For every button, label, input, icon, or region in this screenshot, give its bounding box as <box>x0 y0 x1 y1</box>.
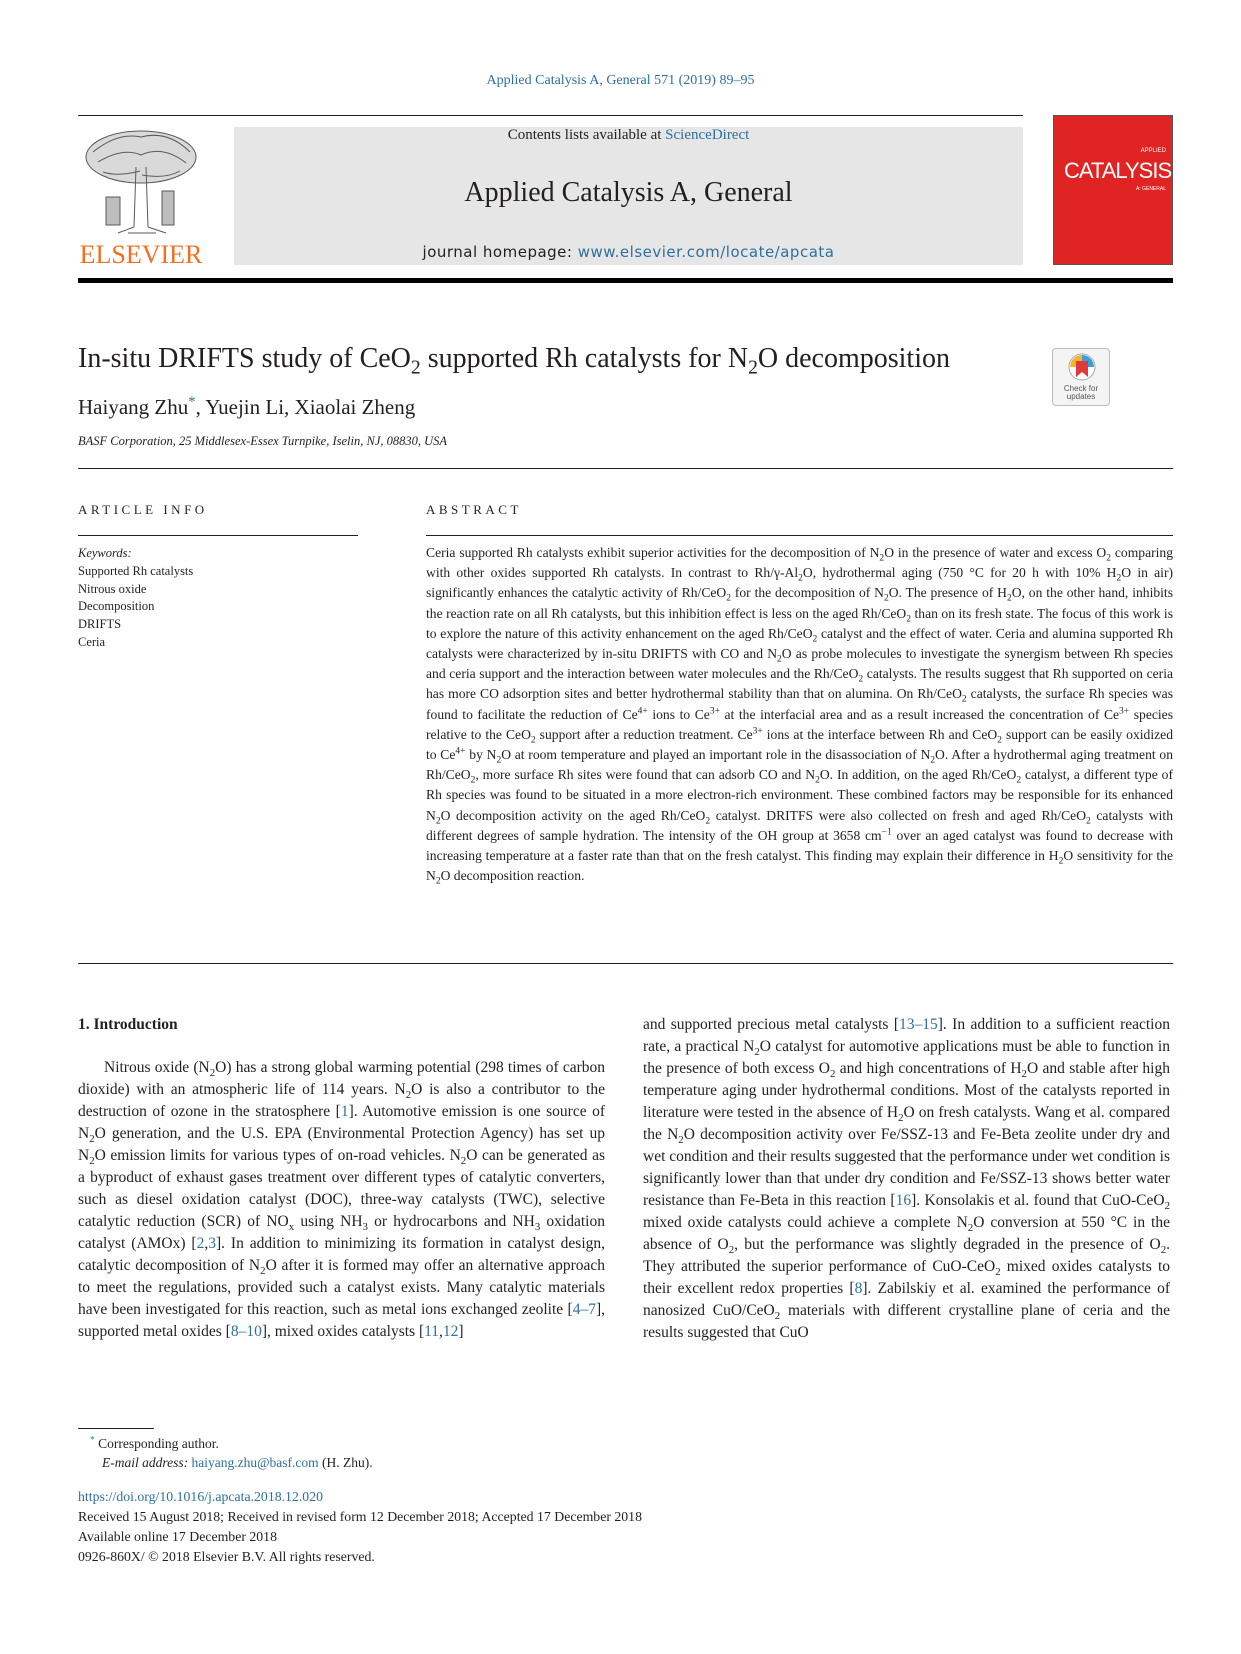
ref-link[interactable]: 2 <box>196 1235 205 1252</box>
title-part: In-situ DRIFTS study of CeO <box>78 343 411 374</box>
abstract-body: Ceria supported Rh catalysts exhibit superior activities for the decomposition of $N_2O$ in the presence of water and excess $O_2$ comparing with other oxides supported Rh catalysts. In contrast to $Rh/\gamma-Al_2O$, hydrothermal aging (750 °C for 20 h with 10% $H_2O$ in air) significantly enhances the catalytic activity of Rh/CeO$_2$ for the decomposition of $N_2O$. The presence of $H_2O$, on the other hand, inhibits the reaction rate on all Rh catalysts, but this inhibition effect is less on the aged Rh/CeO$_2$ than on its fresh state. The focus of this work is to explore the nature of this activity enhancement on the aged Rh/CeO$_2$ catalyst and the effect of water. Ceria and alumina supported Rh catalysts were characterized by in-situ DRIFTS with CO and $N_2O$ as probe molecules to investigate the synergism between Rh species and ceria support and the interaction between water molecules and the Rh/CeO$_2$ catalysts. The results suggest that Rh supported on ceria has more CO adsorption sites and better hydrothermal stability than that on alumina. On Rh/CeO$_2$ catalysts, the surface Rh species was found to facilitate the reduction of $Ce^{4+}$ ions to $Ce^{3+}$ at the interfacial area and as a result increased the concentration of $Ce^{3+}$ species relative to the CeO$_2$ support after a reduction treatment. $Ce^{3+}$ ions at the interface between Rh and CeO$_2$ support can be easily oxidized to $Ce^{4+}$ by $N_2O$ at room temperature and played an important role in the disassociation of $N_2O$. After a hydrothermal aging treatment on Rh/CeO$_2$, more surface Rh sites were found that can adsorb CO and $N_2O$. In addition, on the aged Rh/CeO$_2$ catalyst, a different type of Rh species was found to be situated in a more electron-rich environment. These combined factors may be responsible for its enhanced $N_2O$ decomposition activity on the aged Rh/CeO$_2$ catalyst. DRITFS were also collected on fresh and aged Rh/CeO$_2$ catalysts with different degrees of sample hydration. The intensity of the OH group at 3658 $cm^{-1}$ over an aged catalyst was found to decrease with increasing temperature at a faster rate than that on the fresh catalyst. This finding may explain their difference in $H_2O$ sensitivity for the $N_2O$ decomposition reaction. <box>426 545 1174 887</box>
doi-link[interactable]: https://doi.org/10.1016/j.apcata.2018.12.020 <box>78 1489 324 1504</box>
journal-banner <box>234 127 1023 265</box>
author-list <box>78 395 415 420</box>
title-part: supported Rh catalysts for N <box>420 343 749 374</box>
keywords-block <box>78 545 193 652</box>
corresponding-footnote <box>78 1434 373 1453</box>
homepage-line <box>234 243 1023 261</box>
ref-link[interactable]: 11 <box>424 1323 440 1340</box>
cover-small-label: APPLIED <box>1140 148 1166 154</box>
ref-link[interactable]: 4–7 <box>572 1301 596 1318</box>
received-dates: Received 15 August 2018; Received in revised form 12 December 2018; Accepted 17 December 2018 <box>78 1509 642 1524</box>
author-names-rest: , Yuejin Li, Xiaolai Zheng <box>195 395 416 419</box>
title-divider <box>78 468 1173 469</box>
article-title <box>78 343 950 379</box>
body-paragraph: and supported precious metal catalysts [13–15]. In addition to a sufficient reaction rate, a practical $N_2O$ catalyst for automotive applications must be able to function in the presence of both excess $O_2$ and high concentrations of $H_2O$ and stable after high temperature aging under hydrothermal conditions. Most of the catalysts reported in literature were tested in the absence of $H_2O$ on fresh catalysts. Wang et al. compared the $N_2O$ decomposition activity over Fe/SSZ-13 and Fe-Beta zeolite under dry and wet condition and their results suggested that the performance under wet condition is significantly lower than that under dry condition and Fe/SSZ-13 shows better water resistance than Fe-Beta in this reaction [16]. Konsolakis et al. found that CuO-CeO$_2$ mixed oxide catalysts could achieve a complete $N_2O$ conversion at 550 °C in the absence of $O_2$, but the performance was slightly degraded in the presence of $O_2$. They attributed the superior performance of CuO-CeO$_2$ mixed oxides catalysts to their excellent redox properties [8]. Zabilskiy et al. examined the performance of nanosized CuO/CeO$_2$ materials with different crystalline plane of ceria and the results suggested that CuO <box>643 1016 1171 1341</box>
email-label: E-mail address: <box>102 1455 189 1470</box>
homepage-prefix: journal homepage: <box>422 243 578 261</box>
keyword: DRIFTS <box>78 617 122 632</box>
email-link[interactable]: haiyang.zhu@basf.com <box>191 1455 319 1470</box>
elsevier-logo <box>78 127 204 267</box>
introduction-heading: 1. Introduction <box>78 1016 178 1033</box>
footnote-marker: * <box>90 1435 95 1446</box>
abstract-divider <box>426 535 1173 536</box>
ref-link[interactable]: 8–10 <box>230 1323 262 1340</box>
header-divider <box>78 115 1023 116</box>
contents-prefix: Contents lists available at <box>507 127 666 143</box>
cover-sub-label: A: GENERAL <box>1135 186 1166 192</box>
publication-info <box>78 1487 642 1567</box>
journal-name: Applied Catalysis A, General <box>464 177 793 208</box>
ref-link[interactable]: 8 <box>854 1280 863 1297</box>
cover-title: CATALYSIS <box>1064 158 1172 183</box>
ref-link[interactable]: 3 <box>208 1235 216 1252</box>
abstract-end-divider <box>78 963 1173 964</box>
body-column-left <box>78 1057 605 1343</box>
ref-link[interactable]: 12 <box>442 1323 459 1340</box>
homepage-link[interactable]: www.elsevier.com/locate/apcata <box>577 243 835 261</box>
ref-link[interactable]: 1 <box>340 1103 349 1120</box>
journal-cover-thumbnail[interactable] <box>1053 115 1173 265</box>
check-for-updates-label <box>1053 385 1109 401</box>
article-info-heading: ARTICLE INFO <box>78 502 208 517</box>
keyword: Ceria <box>78 634 106 649</box>
elsevier-tree-icon <box>78 127 204 237</box>
footnote-divider <box>78 1428 154 1429</box>
body-paragraph: Nitrous oxide $(N_2O)$ has a strong global warming potential (298 times of carbon dioxide) with an atmospheric life of 114 years. $N_2O$ is also a contributor to the destruction of ozone in the stratosphere [1]. Automotive emission is one source of $N_2O$ generation, and the U.S. EPA (Environmental Protection Agency) has set up $N_2O$ emission limits for various types of on-road vehicles. $N_2O$ can be generated as a byproduct of exhaust gases treatment over different types of catalytic converters, such as diesel oxidation catalyst (DOC), three-way catalysts (TWC), selective catalytic reduction (SCR) of $NO_x$ using $NH_3$ or hydrocarbons and $NH_3$ oxidation catalyst (AMOx) [2,3]. In addition to minimizing its formation in catalyst design, catalytic decomposition of $N_2O$ after it is formed may offer an alternative approach to meet the regulations, provided such a catalyst exists. Many catalytic materials have been investigated for this reaction, such as metal ions exchanged zeolite [4–7], supported metal oxides [8–10], mixed oxides catalysts [11,12] <box>78 1059 606 1340</box>
affiliation: BASF Corporation, 25 Middlesex-Essex Turnpike, Iselin, NJ, 08830, USA <box>78 434 448 448</box>
header-thick-rule <box>78 278 1173 283</box>
abstract-heading: ABSTRACT <box>426 502 522 517</box>
available-online: Available online 17 December 2018 <box>78 1529 277 1544</box>
corresponding-text: Corresponding author. <box>98 1436 219 1451</box>
corresponding-author-marker[interactable]: * <box>188 394 196 410</box>
article-info-divider <box>78 535 358 536</box>
badge-line: Check for <box>1063 384 1099 393</box>
title-subscript: 2 <box>410 357 421 379</box>
crossmark-icon <box>1068 353 1096 383</box>
author-name: Haiyang Zhu <box>78 395 189 419</box>
check-for-updates-button[interactable] <box>1052 348 1110 406</box>
keyword: Supported Rh catalysts <box>78 563 194 578</box>
sciencedirect-link[interactable]: ScienceDirect <box>665 127 750 143</box>
body-column-right <box>643 1014 1170 1344</box>
ref-link[interactable]: 13–15 <box>898 1016 938 1033</box>
elsevier-wordmark: ELSEVIER <box>79 240 203 269</box>
title-subscript: 2 <box>748 357 758 379</box>
keyword: Decomposition <box>78 599 155 614</box>
ref-link[interactable]: 16 <box>895 1192 912 1209</box>
email-suffix: (H. Zhu). <box>318 1455 373 1470</box>
journal-citation-link[interactable]: Applied Catalysis A, General 571 (2019) 89–95 <box>486 73 755 88</box>
badge-line: updates <box>1066 392 1096 401</box>
keywords-label: Keywords: <box>78 546 132 560</box>
contents-line <box>234 127 1023 144</box>
footnotes <box>78 1434 373 1472</box>
keyword: Nitrous oxide <box>78 581 147 596</box>
title-part: O decomposition <box>757 343 950 374</box>
email-footnote <box>78 1453 373 1472</box>
copyright: 0926-860X/ © 2018 Elsevier B.V. All rights reserved. <box>78 1549 375 1564</box>
